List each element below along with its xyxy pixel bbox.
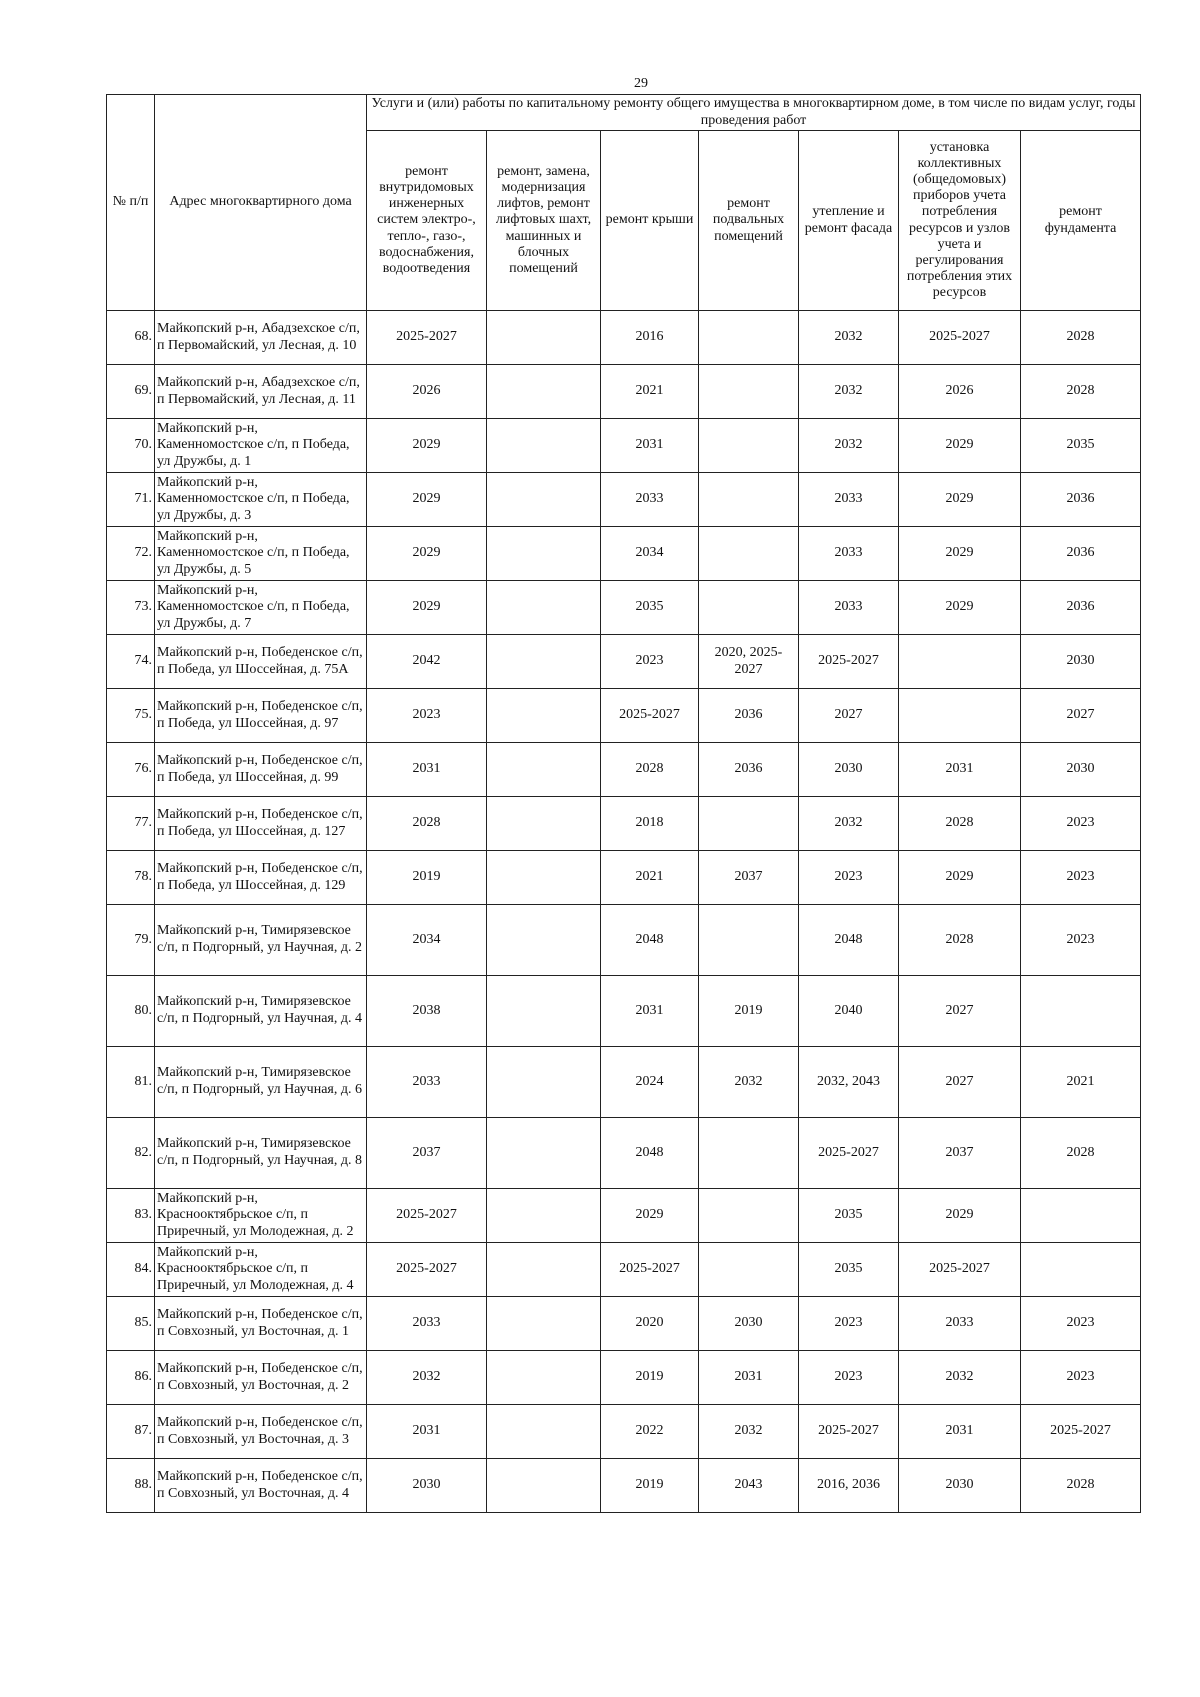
- cell-foundation: 2028: [1021, 311, 1141, 365]
- cell-metering: 2028: [899, 797, 1021, 851]
- row-address: Майкопский р-н, Краснооктябрьское с/п, п Приречный, ул Молодежная, д. 4: [155, 1243, 367, 1297]
- cell-engineering-systems: 2028: [367, 797, 487, 851]
- cell-roof: 2031: [601, 419, 699, 473]
- row-address: Майкопский р-н, Абадзехское с/п, п Первомайский, ул Лесная, д. 10: [155, 311, 367, 365]
- cell-basement: 2036: [699, 743, 799, 797]
- table-row: [107, 419, 1141, 473]
- cell-elevators: [487, 905, 601, 976]
- table-row: [107, 473, 1141, 527]
- table-row: [107, 365, 1141, 419]
- row-number: 78.: [107, 851, 155, 905]
- cell-roof: 2021: [601, 365, 699, 419]
- table-row: [107, 976, 1141, 1047]
- cell-metering: 2025-2027: [899, 311, 1021, 365]
- cell-metering: 2030: [899, 1459, 1021, 1513]
- cell-engineering-systems: 2031: [367, 743, 487, 797]
- cell-foundation: 2025-2027: [1021, 1405, 1141, 1459]
- cell-foundation: 2023: [1021, 1351, 1141, 1405]
- cell-metering: 2025-2027: [899, 1243, 1021, 1297]
- cell-foundation: 2028: [1021, 1118, 1141, 1189]
- row-number: 74.: [107, 635, 155, 689]
- header-col-basement: ремонт подвальных помещений: [699, 131, 799, 311]
- header-services: Услуги и (или) работы по капитальному ремонту общего имущества в многоквартирном доме, в том числе по видам услуг, годы проведения работ: [367, 95, 1141, 131]
- row-address: Майкопский р-н, Каменномостское с/п, п Победа, ул Дружбы, д. 5: [155, 527, 367, 581]
- cell-elevators: [487, 1118, 601, 1189]
- row-address: Майкопский р-н, Абадзехское с/п, п Первомайский, ул Лесная, д. 11: [155, 365, 367, 419]
- cell-basement: [699, 527, 799, 581]
- cell-engineering-systems: 2025-2027: [367, 1243, 487, 1297]
- row-number: 72.: [107, 527, 155, 581]
- cell-roof: 2035: [601, 581, 699, 635]
- capital-repair-schedule-table: [106, 94, 1141, 1513]
- header-address: Адрес многоквартирного дома: [155, 95, 367, 311]
- cell-engineering-systems: 2025-2027: [367, 1189, 487, 1243]
- row-number: 73.: [107, 581, 155, 635]
- cell-metering: 2031: [899, 743, 1021, 797]
- cell-elevators: [487, 1189, 601, 1243]
- row-number: 84.: [107, 1243, 155, 1297]
- cell-roof: 2018: [601, 797, 699, 851]
- cell-foundation: 2035: [1021, 419, 1141, 473]
- cell-elevators: [487, 365, 601, 419]
- cell-facade: 2035: [799, 1243, 899, 1297]
- cell-roof: 2034: [601, 527, 699, 581]
- cell-engineering-systems: 2029: [367, 473, 487, 527]
- cell-metering: [899, 689, 1021, 743]
- cell-roof: 2048: [601, 905, 699, 976]
- cell-roof: 2031: [601, 976, 699, 1047]
- cell-elevators: [487, 473, 601, 527]
- row-number: 76.: [107, 743, 155, 797]
- cell-basement: [699, 581, 799, 635]
- cell-engineering-systems: 2032: [367, 1351, 487, 1405]
- table-row: [107, 905, 1141, 976]
- cell-engineering-systems: 2033: [367, 1297, 487, 1351]
- cell-metering: 2029: [899, 473, 1021, 527]
- cell-facade: 2035: [799, 1189, 899, 1243]
- cell-elevators: [487, 1351, 601, 1405]
- cell-elevators: [487, 1047, 601, 1118]
- cell-foundation: 2036: [1021, 473, 1141, 527]
- header-col-metering: установка коллективных (общедомовых) приборов учета потребления ресурсов и узлов учета и регулирования потребления этих ресурсов: [899, 131, 1021, 311]
- cell-metering: 2029: [899, 527, 1021, 581]
- cell-metering: 2033: [899, 1297, 1021, 1351]
- cell-engineering-systems: 2037: [367, 1118, 487, 1189]
- cell-foundation: 2027: [1021, 689, 1141, 743]
- cell-foundation: 2021: [1021, 1047, 1141, 1118]
- cell-facade: 2033: [799, 581, 899, 635]
- cell-roof: 2023: [601, 635, 699, 689]
- cell-facade: 2025-2027: [799, 635, 899, 689]
- row-number: 88.: [107, 1459, 155, 1513]
- cell-roof: 2020: [601, 1297, 699, 1351]
- cell-foundation: 2028: [1021, 1459, 1141, 1513]
- cell-metering: 2027: [899, 976, 1021, 1047]
- row-address: Майкопский р-н, Победенское с/п, п Совхозный, ул Восточная, д. 1: [155, 1297, 367, 1351]
- cell-basement: 2030: [699, 1297, 799, 1351]
- row-address: Майкопский р-н, Краснооктябрьское с/п, п Приречный, ул Молодежная, д. 2: [155, 1189, 367, 1243]
- cell-basement: [699, 1243, 799, 1297]
- cell-metering: [899, 635, 1021, 689]
- cell-elevators: [487, 851, 601, 905]
- cell-engineering-systems: 2038: [367, 976, 487, 1047]
- row-number: 70.: [107, 419, 155, 473]
- table-row: [107, 1351, 1141, 1405]
- cell-basement: [699, 797, 799, 851]
- header-col-elevators: ремонт, замена, модернизация лифтов, ремонт лифтовых шахт, машинных и блочных помещений: [487, 131, 601, 311]
- cell-elevators: [487, 689, 601, 743]
- cell-metering: 2029: [899, 419, 1021, 473]
- cell-metering: 2026: [899, 365, 1021, 419]
- cell-foundation: 2023: [1021, 797, 1141, 851]
- cell-elevators: [487, 1459, 601, 1513]
- cell-roof: 2019: [601, 1351, 699, 1405]
- cell-facade: 2032: [799, 797, 899, 851]
- table-row: [107, 1297, 1141, 1351]
- row-address: Майкопский р-н, Победенское с/п, п Победа, ул Шоссейная, д. 97: [155, 689, 367, 743]
- cell-foundation: [1021, 976, 1141, 1047]
- header-col-engineering-systems: ремонт внутридомовых инженерных систем электро-, тепло-, газо-, водоснабжения, водоотведения: [367, 131, 487, 311]
- cell-foundation: 2036: [1021, 527, 1141, 581]
- table-row: [107, 1047, 1141, 1118]
- cell-facade: 2016, 2036: [799, 1459, 899, 1513]
- cell-foundation: 2023: [1021, 1297, 1141, 1351]
- cell-elevators: [487, 1243, 601, 1297]
- table-row: [107, 581, 1141, 635]
- row-address: Майкопский р-н, Победенское с/п, п Победа, ул Шоссейная, д. 75А: [155, 635, 367, 689]
- cell-basement: [699, 473, 799, 527]
- header-col-foundation: ремонт фундамента: [1021, 131, 1141, 311]
- cell-facade: 2027: [799, 689, 899, 743]
- cell-engineering-systems: 2031: [367, 1405, 487, 1459]
- row-address: Майкопский р-н, Тимирязевское с/п, п Подгорный, ул Научная, д. 6: [155, 1047, 367, 1118]
- cell-facade: 2040: [799, 976, 899, 1047]
- cell-facade: 2025-2027: [799, 1118, 899, 1189]
- cell-basement: 2036: [699, 689, 799, 743]
- row-address: Майкопский р-н, Победенское с/п, п Совхозный, ул Восточная, д. 2: [155, 1351, 367, 1405]
- cell-basement: [699, 1189, 799, 1243]
- row-address: Майкопский р-н, Тимирязевское с/п, п Подгорный, ул Научная, д. 8: [155, 1118, 367, 1189]
- cell-basement: 2032: [699, 1405, 799, 1459]
- cell-basement: [699, 365, 799, 419]
- table-row: [107, 689, 1141, 743]
- row-number: 75.: [107, 689, 155, 743]
- header-col-roof: ремонт крыши: [601, 131, 699, 311]
- row-address: Майкопский р-н, Победенское с/п, п Победа, ул Шоссейная, д. 129: [155, 851, 367, 905]
- cell-engineering-systems: 2019: [367, 851, 487, 905]
- cell-roof: 2025-2027: [601, 689, 699, 743]
- row-address: Майкопский р-н, Каменномостское с/п, п Победа, ул Дружбы, д. 7: [155, 581, 367, 635]
- table-row: [107, 311, 1141, 365]
- row-number: 80.: [107, 976, 155, 1047]
- cell-metering: 2029: [899, 581, 1021, 635]
- cell-elevators: [487, 1297, 601, 1351]
- cell-facade: 2023: [799, 1351, 899, 1405]
- page-number: 29: [634, 76, 648, 91]
- table-row: [107, 1459, 1141, 1513]
- cell-engineering-systems: 2026: [367, 365, 487, 419]
- header-num: № п/п: [107, 95, 155, 311]
- row-number: 68.: [107, 311, 155, 365]
- cell-basement: 2032: [699, 1047, 799, 1118]
- row-number: 71.: [107, 473, 155, 527]
- cell-elevators: [487, 527, 601, 581]
- row-address: Майкопский р-н, Победенское с/п, п Победа, ул Шоссейная, д. 99: [155, 743, 367, 797]
- row-number: 85.: [107, 1297, 155, 1351]
- table-row: [107, 1243, 1141, 1297]
- cell-engineering-systems: 2030: [367, 1459, 487, 1513]
- cell-foundation: 2036: [1021, 581, 1141, 635]
- cell-engineering-systems: 2025-2027: [367, 311, 487, 365]
- cell-foundation: 2023: [1021, 905, 1141, 976]
- cell-engineering-systems: 2029: [367, 527, 487, 581]
- cell-foundation: [1021, 1189, 1141, 1243]
- cell-facade: 2032: [799, 365, 899, 419]
- cell-elevators: [487, 797, 601, 851]
- table-row: [107, 743, 1141, 797]
- cell-basement: 2020, 2025-2027: [699, 635, 799, 689]
- cell-foundation: [1021, 1243, 1141, 1297]
- cell-facade: 2033: [799, 527, 899, 581]
- cell-facade: 2048: [799, 905, 899, 976]
- header-col-facade: утепление и ремонт фасада: [799, 131, 899, 311]
- cell-basement: 2037: [699, 851, 799, 905]
- table-row: [107, 635, 1141, 689]
- row-number: 69.: [107, 365, 155, 419]
- cell-metering: 2029: [899, 1189, 1021, 1243]
- table-body: [107, 311, 1141, 1513]
- cell-roof: 2024: [601, 1047, 699, 1118]
- cell-facade: 2030: [799, 743, 899, 797]
- cell-facade: 2032: [799, 311, 899, 365]
- cell-engineering-systems: 2034: [367, 905, 487, 976]
- cell-roof: 2028: [601, 743, 699, 797]
- cell-foundation: 2030: [1021, 743, 1141, 797]
- cell-facade: 2023: [799, 851, 899, 905]
- cell-basement: [699, 905, 799, 976]
- cell-engineering-systems: 2033: [367, 1047, 487, 1118]
- row-address: Майкопский р-н, Победенское с/п, п Совхозный, ул Восточная, д. 4: [155, 1459, 367, 1513]
- cell-roof: 2019: [601, 1459, 699, 1513]
- cell-metering: 2031: [899, 1405, 1021, 1459]
- row-address: Майкопский р-н, Каменномостское с/п, п Победа, ул Дружбы, д. 3: [155, 473, 367, 527]
- cell-roof: 2029: [601, 1189, 699, 1243]
- row-number: 87.: [107, 1405, 155, 1459]
- cell-basement: [699, 311, 799, 365]
- row-number: 86.: [107, 1351, 155, 1405]
- table-row: [107, 797, 1141, 851]
- row-number: 82.: [107, 1118, 155, 1189]
- row-number: 81.: [107, 1047, 155, 1118]
- cell-facade: 2023: [799, 1297, 899, 1351]
- cell-elevators: [487, 635, 601, 689]
- cell-metering: 2037: [899, 1118, 1021, 1189]
- cell-foundation: 2023: [1021, 851, 1141, 905]
- cell-foundation: 2030: [1021, 635, 1141, 689]
- cell-elevators: [487, 311, 601, 365]
- cell-elevators: [487, 976, 601, 1047]
- cell-facade: 2025-2027: [799, 1405, 899, 1459]
- row-address: Майкопский р-н, Тимирязевское с/п, п Подгорный, ул Научная, д. 4: [155, 976, 367, 1047]
- cell-metering: 2032: [899, 1351, 1021, 1405]
- table-row: [107, 527, 1141, 581]
- row-number: 79.: [107, 905, 155, 976]
- cell-elevators: [487, 581, 601, 635]
- cell-basement: [699, 419, 799, 473]
- cell-basement: 2043: [699, 1459, 799, 1513]
- cell-metering: 2029: [899, 851, 1021, 905]
- cell-elevators: [487, 1405, 601, 1459]
- cell-facade: 2032, 2043: [799, 1047, 899, 1118]
- row-address: Майкопский р-н, Победенское с/п, п Совхозный, ул Восточная, д. 3: [155, 1405, 367, 1459]
- cell-engineering-systems: 2029: [367, 419, 487, 473]
- table-row: [107, 1189, 1141, 1243]
- cell-basement: [699, 1118, 799, 1189]
- row-address: Майкопский р-н, Каменномостское с/п, п Победа, ул Дружбы, д. 1: [155, 419, 367, 473]
- cell-roof: 2022: [601, 1405, 699, 1459]
- row-number: 77.: [107, 797, 155, 851]
- cell-roof: 2033: [601, 473, 699, 527]
- cell-metering: 2027: [899, 1047, 1021, 1118]
- row-number: 83.: [107, 1189, 155, 1243]
- cell-basement: 2019: [699, 976, 799, 1047]
- row-address: Майкопский р-н, Победенское с/п, п Победа, ул Шоссейная, д. 127: [155, 797, 367, 851]
- cell-elevators: [487, 743, 601, 797]
- cell-facade: 2032: [799, 419, 899, 473]
- table-row: [107, 1405, 1141, 1459]
- cell-roof: 2021: [601, 851, 699, 905]
- cell-engineering-systems: 2042: [367, 635, 487, 689]
- cell-roof: 2048: [601, 1118, 699, 1189]
- cell-basement: 2031: [699, 1351, 799, 1405]
- cell-facade: 2033: [799, 473, 899, 527]
- cell-engineering-systems: 2023: [367, 689, 487, 743]
- cell-engineering-systems: 2029: [367, 581, 487, 635]
- cell-metering: 2028: [899, 905, 1021, 976]
- cell-roof: 2016: [601, 311, 699, 365]
- cell-roof: 2025-2027: [601, 1243, 699, 1297]
- cell-elevators: [487, 419, 601, 473]
- table-row: [107, 1118, 1141, 1189]
- row-address: Майкопский р-н, Тимирязевское с/п, п Подгорный, ул Научная, д. 2: [155, 905, 367, 976]
- table-row: [107, 851, 1141, 905]
- cell-foundation: 2028: [1021, 365, 1141, 419]
